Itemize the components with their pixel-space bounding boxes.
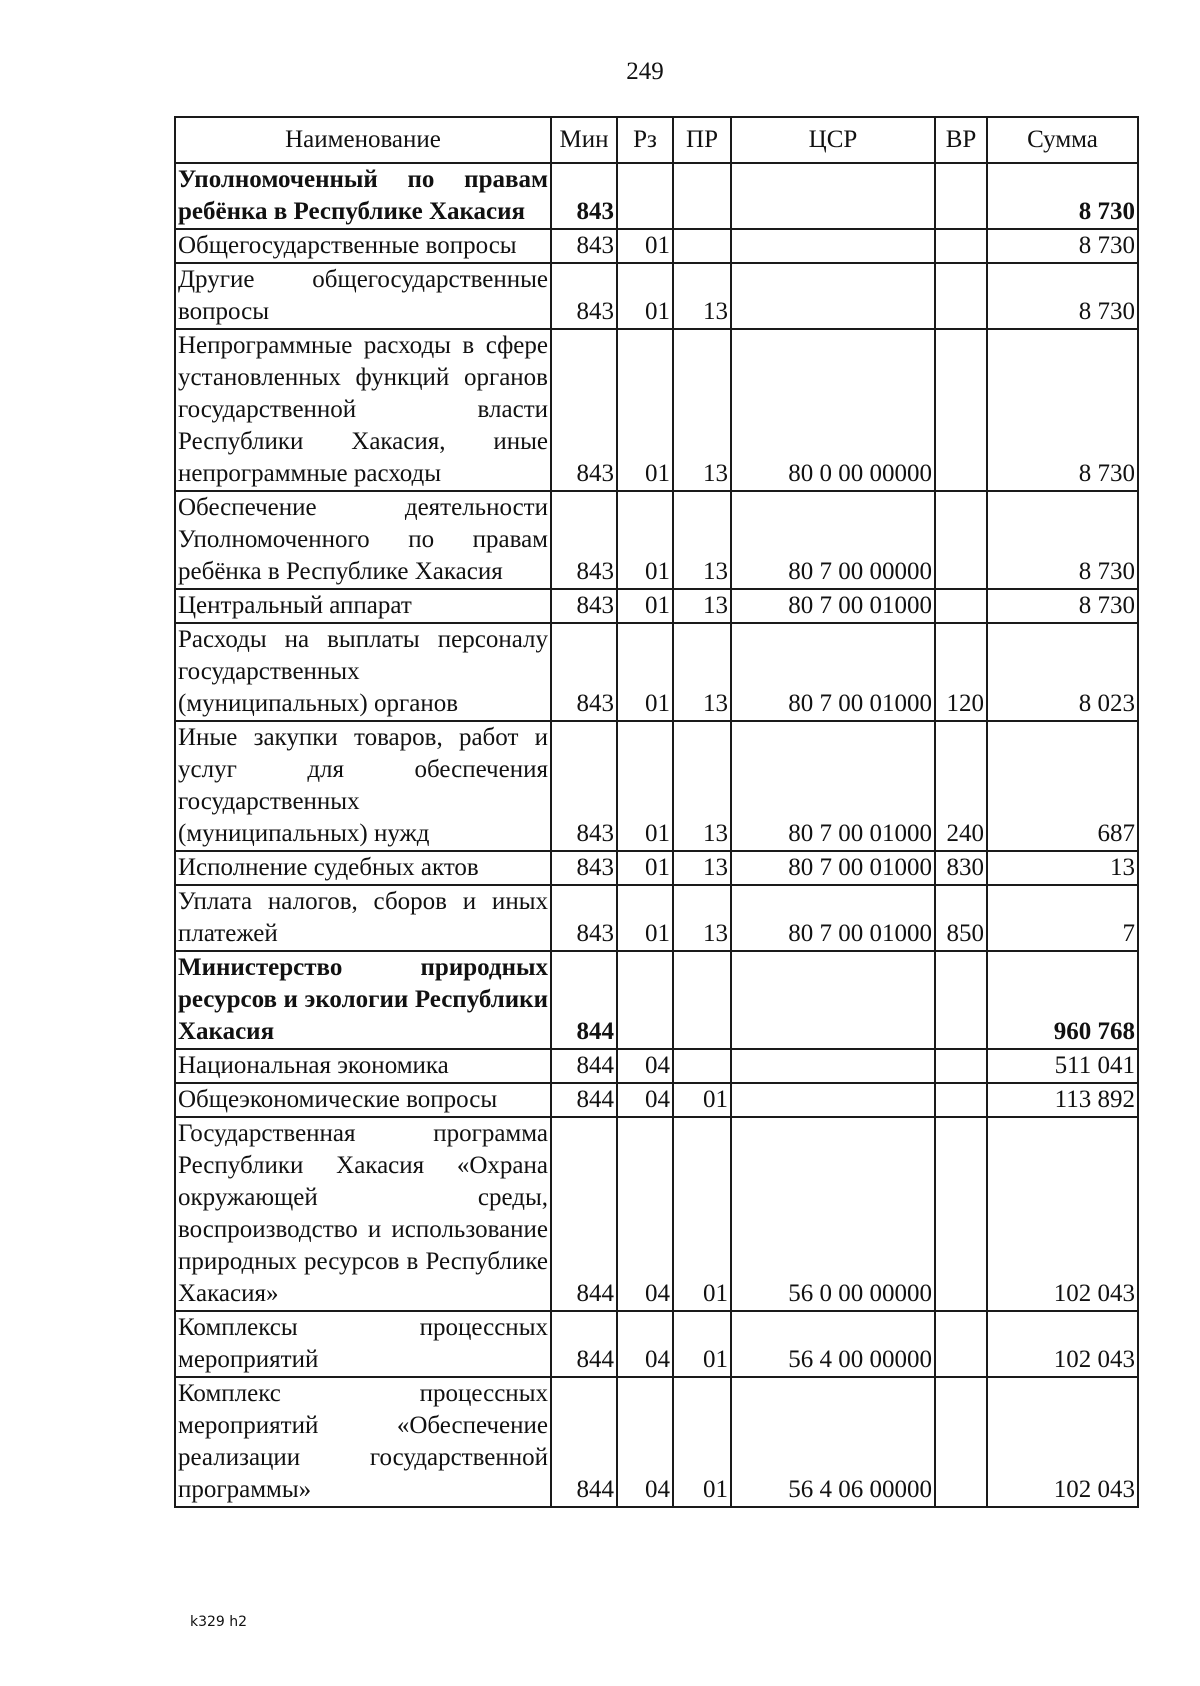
table-row — [175, 491, 1138, 589]
row-name-cell: Обеспечение деятельности Уполномоченного по правам ребёнка в Республике Хакасия — [175, 491, 551, 589]
row-name-cell: Министерство природных ресурсов и экологии Республики Хакасия — [175, 951, 551, 1049]
table-row — [175, 951, 1138, 1049]
row-rz-cell: 01 — [617, 589, 673, 623]
table-row — [175, 329, 1138, 491]
row-name-cell: Общегосударственные вопросы — [175, 229, 551, 263]
row-pr-cell: 13 — [673, 721, 731, 851]
row-vr-cell: 240 — [935, 721, 987, 851]
row-vr-cell — [935, 263, 987, 329]
row-sum-cell: 8 730 — [987, 229, 1138, 263]
row-csr-cell: 80 7 00 00000 — [731, 491, 935, 589]
row-name-cell: Непрограммные расходы в сфере установленных функций органов государственной власти Республики Хакасия, иные непрограммные расходы — [175, 329, 551, 491]
row-pr-cell: 13 — [673, 885, 731, 951]
row-pr-cell: 01 — [673, 1117, 731, 1311]
row-min-cell: 843 — [551, 885, 617, 951]
row-min-cell: 843 — [551, 329, 617, 491]
row-vr-cell — [935, 163, 987, 229]
row-name-cell: Национальная экономика — [175, 1049, 551, 1083]
header-rz: Рз — [617, 117, 673, 163]
row-name-cell: Уполномоченный по правам ребёнка в Республике Хакасия — [175, 163, 551, 229]
row-vr-cell: 850 — [935, 885, 987, 951]
row-vr-cell: 830 — [935, 851, 987, 885]
row-pr-cell: 01 — [673, 1083, 731, 1117]
row-csr-cell — [731, 1083, 935, 1117]
row-csr-cell: 80 7 00 01000 — [731, 589, 935, 623]
row-rz-cell: 01 — [617, 263, 673, 329]
table-row — [175, 721, 1138, 851]
row-sum-cell: 511 041 — [987, 1049, 1138, 1083]
row-min-cell: 843 — [551, 851, 617, 885]
row-vr-cell — [935, 329, 987, 491]
row-min-cell: 844 — [551, 1049, 617, 1083]
row-rz-cell: 01 — [617, 885, 673, 951]
row-csr-cell: 80 7 00 01000 — [731, 721, 935, 851]
table-row — [175, 1083, 1138, 1117]
page-number: 249 — [626, 58, 664, 85]
row-sum-cell: 8 730 — [987, 263, 1138, 329]
row-rz-cell — [617, 163, 673, 229]
row-name-cell: Расходы на выплаты персоналу государственных (муниципальных) органов — [175, 623, 551, 721]
row-name-cell: Государственная программа Республики Хакасия «Охрана окружающей среды, воспроизводство и использование природных ресурсов в Республике Хакасия» — [175, 1117, 551, 1311]
row-sum-cell: 960 768 — [987, 951, 1138, 1049]
row-vr-cell — [935, 229, 987, 263]
row-pr-cell: 13 — [673, 329, 731, 491]
row-sum-cell: 8 730 — [987, 329, 1138, 491]
row-min-cell: 843 — [551, 623, 617, 721]
row-name-cell: Другие общегосударственные вопросы — [175, 263, 551, 329]
row-name-cell: Исполнение судебных актов — [175, 851, 551, 885]
row-csr-cell: 80 7 00 01000 — [731, 885, 935, 951]
row-min-cell: 843 — [551, 229, 617, 263]
header-name: Наименование — [175, 117, 551, 163]
row-rz-cell: 04 — [617, 1117, 673, 1311]
table-row — [175, 263, 1138, 329]
row-sum-cell: 8 730 — [987, 589, 1138, 623]
row-csr-cell: 80 7 00 01000 — [731, 851, 935, 885]
table-row — [175, 623, 1138, 721]
row-pr-cell: 13 — [673, 589, 731, 623]
row-pr-cell: 13 — [673, 263, 731, 329]
row-sum-cell: 8 730 — [987, 163, 1138, 229]
row-name-cell: Комплексы процессных мероприятий — [175, 1311, 551, 1377]
row-rz-cell: 01 — [617, 491, 673, 589]
row-min-cell: 843 — [551, 721, 617, 851]
row-vr-cell — [935, 1117, 987, 1311]
row-sum-cell: 8 730 — [987, 491, 1138, 589]
row-csr-cell — [731, 163, 935, 229]
row-rz-cell: 04 — [617, 1049, 673, 1083]
row-min-cell: 844 — [551, 1083, 617, 1117]
header-min: Мин — [551, 117, 617, 163]
row-pr-cell — [673, 1049, 731, 1083]
row-vr-cell — [935, 491, 987, 589]
row-min-cell: 843 — [551, 589, 617, 623]
row-min-cell: 843 — [551, 491, 617, 589]
row-min-cell: 844 — [551, 1377, 617, 1507]
table-row — [175, 1117, 1138, 1311]
row-name-cell: Уплата налогов, сборов и иных платежей — [175, 885, 551, 951]
budget-table — [174, 116, 1139, 1508]
table-row — [175, 229, 1138, 263]
table-row — [175, 885, 1138, 951]
row-name-cell: Общеэкономические вопросы — [175, 1083, 551, 1117]
row-csr-cell: 56 4 06 00000 — [731, 1377, 935, 1507]
row-pr-cell: 13 — [673, 623, 731, 721]
table-row — [175, 1311, 1138, 1377]
row-csr-cell: 56 0 00 00000 — [731, 1117, 935, 1311]
row-sum-cell: 7 — [987, 885, 1138, 951]
table-body — [175, 163, 1138, 1507]
row-name-cell: Иные закупки товаров, работ и услуг для обеспечения государственных (муниципальных) нужд — [175, 721, 551, 851]
row-pr-cell: 01 — [673, 1311, 731, 1377]
header-sum: Сумма — [987, 117, 1138, 163]
row-sum-cell: 102 043 — [987, 1311, 1138, 1377]
footer-code: k329 h2 — [190, 1614, 248, 1630]
row-pr-cell — [673, 951, 731, 1049]
table-row — [175, 1377, 1138, 1507]
row-min-cell: 843 — [551, 263, 617, 329]
row-vr-cell: 120 — [935, 623, 987, 721]
row-csr-cell — [731, 263, 935, 329]
row-vr-cell — [935, 1083, 987, 1117]
row-name-cell: Комплекс процессных мероприятий «Обеспечение реализации государственной программы» — [175, 1377, 551, 1507]
row-sum-cell: 8 023 — [987, 623, 1138, 721]
row-min-cell: 844 — [551, 1117, 617, 1311]
row-sum-cell: 102 043 — [987, 1117, 1138, 1311]
row-sum-cell: 102 043 — [987, 1377, 1138, 1507]
row-sum-cell: 687 — [987, 721, 1138, 851]
row-pr-cell — [673, 163, 731, 229]
row-rz-cell: 04 — [617, 1311, 673, 1377]
row-rz-cell: 01 — [617, 229, 673, 263]
row-pr-cell: 01 — [673, 1377, 731, 1507]
row-csr-cell: 80 7 00 01000 — [731, 623, 935, 721]
row-rz-cell: 04 — [617, 1377, 673, 1507]
row-rz-cell: 01 — [617, 623, 673, 721]
header-pr: ПР — [673, 117, 731, 163]
table-row — [175, 589, 1138, 623]
row-vr-cell — [935, 1377, 987, 1507]
row-rz-cell — [617, 951, 673, 1049]
row-vr-cell — [935, 1049, 987, 1083]
row-csr-cell: 80 0 00 00000 — [731, 329, 935, 491]
row-csr-cell: 56 4 00 00000 — [731, 1311, 935, 1377]
row-min-cell: 844 — [551, 951, 617, 1049]
row-rz-cell: 01 — [617, 721, 673, 851]
row-csr-cell — [731, 229, 935, 263]
table-row — [175, 163, 1138, 229]
row-min-cell: 844 — [551, 1311, 617, 1377]
row-pr-cell: 13 — [673, 851, 731, 885]
row-name-cell: Центральный аппарат — [175, 589, 551, 623]
row-csr-cell — [731, 1049, 935, 1083]
table-row — [175, 851, 1138, 885]
table-row — [175, 1049, 1138, 1083]
header-csr: ЦСР — [731, 117, 935, 163]
row-rz-cell: 04 — [617, 1083, 673, 1117]
row-csr-cell — [731, 951, 935, 1049]
row-vr-cell — [935, 589, 987, 623]
header-vr: ВР — [935, 117, 987, 163]
row-min-cell: 843 — [551, 163, 617, 229]
table-header-row — [175, 117, 1138, 163]
row-vr-cell — [935, 951, 987, 1049]
row-sum-cell: 13 — [987, 851, 1138, 885]
row-pr-cell — [673, 229, 731, 263]
row-vr-cell — [935, 1311, 987, 1377]
row-rz-cell: 01 — [617, 329, 673, 491]
row-rz-cell: 01 — [617, 851, 673, 885]
row-pr-cell: 13 — [673, 491, 731, 589]
row-sum-cell: 113 892 — [987, 1083, 1138, 1117]
